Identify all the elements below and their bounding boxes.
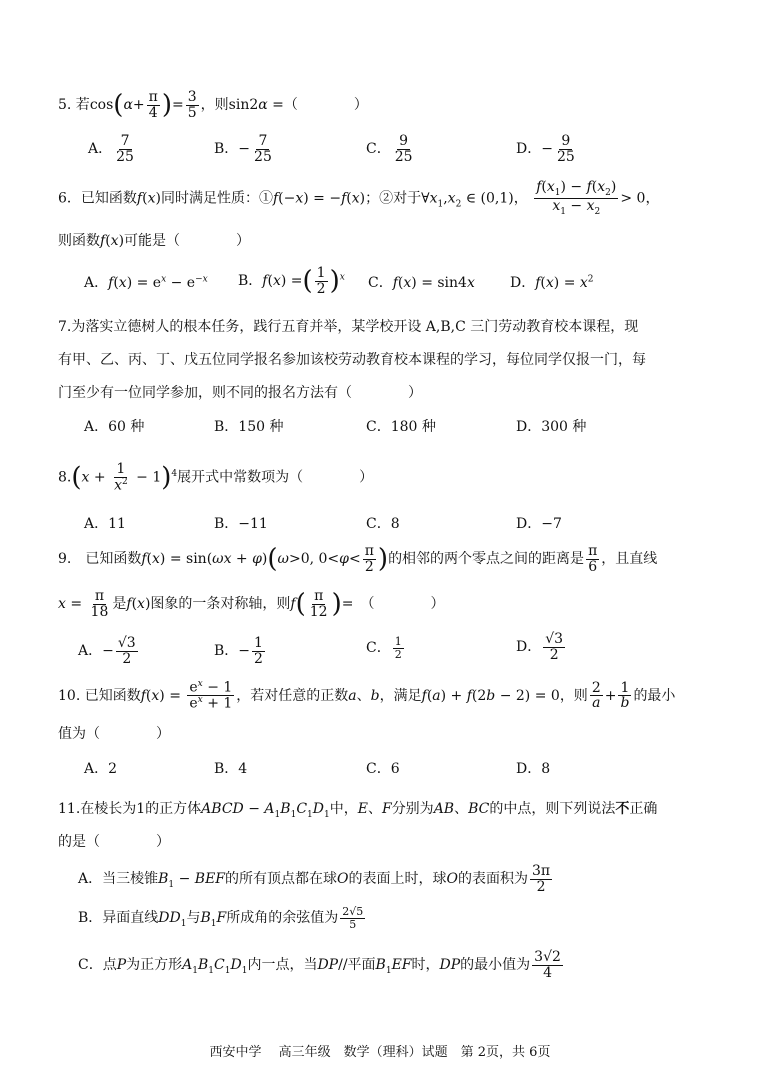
q7-line2: 有甲、乙、丙、丁、戊五位同学报名参加该校劳动教育校本课程的学习，每位同学仅报一门，每 — [58, 352, 646, 368]
q11-line2: 的是（ ） — [58, 834, 170, 850]
q9-option-b: B．− $\frac{1}{2}$ — [214, 635, 263, 667]
q8-option-b: B．−11 — [214, 516, 268, 532]
q8-option-c: C．8 — [366, 516, 400, 532]
q7-option-b: B．150 种 — [214, 419, 284, 435]
q9-option-d: D． $\frac{√3}{2}$ — [516, 631, 564, 663]
q6-option-b: B．f(x) =( $\frac{1}{2}$ )$^x$ — [238, 265, 345, 297]
q9-line1: 9. 已知函数f(x) = sin(ωx + φ)(ω>0, 0<φ< $\frac{\pi}{2}$ )的相邻的两个零点之间的距离是 $\frac{\pi}{6}$ ，且直线 — [58, 543, 658, 575]
q5-stem: 5. 若cos(α+ $\frac{\pi}{4}$ )= $\frac{3}{5}$ ，则sin2α =（ ） — [58, 89, 368, 121]
q9-option-c: C． $\frac{1}{2}$ — [366, 635, 402, 661]
q7-option-d: D．300 种 — [516, 419, 587, 435]
q7-option-a: A．60 种 — [84, 419, 145, 435]
q10-option-a: A．2 — [84, 761, 118, 777]
q10-option-c: C．6 — [366, 761, 400, 777]
q5-option-a: A． $\frac{7}{25}$ — [88, 133, 134, 165]
q7-option-c: C．180 种 — [366, 419, 436, 435]
q5-option-c: C． $\frac{9}{25}$ — [366, 133, 413, 165]
q11-line1: 11.在棱长为1的正方体ABCD − $A_1B_1C_1D_1$中，E、F分别为AB、BC的中点，则下列说法不正确 — [58, 801, 658, 820]
q11-option-b: B．异面直线$DD_1$与$B_1F$所成角的余弦值为 $\frac{2√5}{5}$ — [78, 905, 364, 931]
q11-option-a: A．当三棱锥$B_1$ − BEF的所有顶点都在球O的表面上时，球O的表面积为 $\frac{3\pi}{2}$ — [78, 863, 551, 895]
q9-line2: x = $\frac{\pi}{18}$ 是f(x)图象的一条对称轴，则f( $\frac{\pi}{12}$ )= （ ） — [58, 588, 445, 620]
q7-line3: 门至少有一位同学参加，则不同的报名方法有（ ） — [58, 385, 422, 401]
q9-option-a: A．− $\frac{√3}{2}$ — [78, 635, 136, 667]
q10-line1: 10. 已知函数f(x) = $\frac{e^x - 1}{e^x + 1}$ ，若对任意的正数a、b，满足f(a) + f(2b − 2) = 0，则 $\frac{2}{a}$ + $\frac{1}{b}$ 的最小 — [58, 679, 676, 712]
q8-option-d: D．−7 — [516, 516, 562, 532]
q6-option-d: D．$f(x) = x^2$ — [510, 274, 594, 291]
q6-stem: 6．已知函数f(x)同时满足性质：①f(−x) = −f(x)；②对于$\forall x_1,x_2$ ∈ (0,1)， $\frac{f(x_1) - f(x_2)}{x_1 - x_2}$ > 0， — [58, 179, 660, 218]
q5-option-d: D．− $\frac{9}{25}$ — [516, 133, 575, 165]
q6-line2: 则函数f(x)可能是（ ） — [58, 233, 251, 249]
q8-stem: 8.(x + $\frac{1}{x^2}$ − 1)$^4$展开式中常数项为（ ） — [58, 461, 374, 494]
q10-option-d: D．8 — [516, 761, 551, 777]
q6-option-c: C．f(x) = sin4x — [368, 275, 475, 291]
q5-option-b: B．− $\frac{7}{25}$ — [214, 133, 272, 165]
q10-line2: 值为（ ） — [58, 726, 170, 742]
q8-option-a: A．11 — [84, 516, 126, 532]
q6-option-a: A．$f(x) = e^x - e^{-x}$ — [84, 274, 208, 291]
page-footer: 西安中学 高三年级 数学（理科）试题 第 2页，共 6页 — [209, 1045, 551, 1060]
q11-option-c: C．点P为正方形$A_1B_1C_1D_1$内一点，当DP//平面$B_1EF$时，DP的最小值为 $\frac{3√2}{4}$ — [78, 949, 561, 981]
q10-option-b: B．4 — [214, 761, 248, 777]
q7-line1: 7.为落实立德树人的根本任务，践行五育并举，某学校开设 A,B,C 三门劳动教育校本课程，现 — [58, 319, 639, 335]
